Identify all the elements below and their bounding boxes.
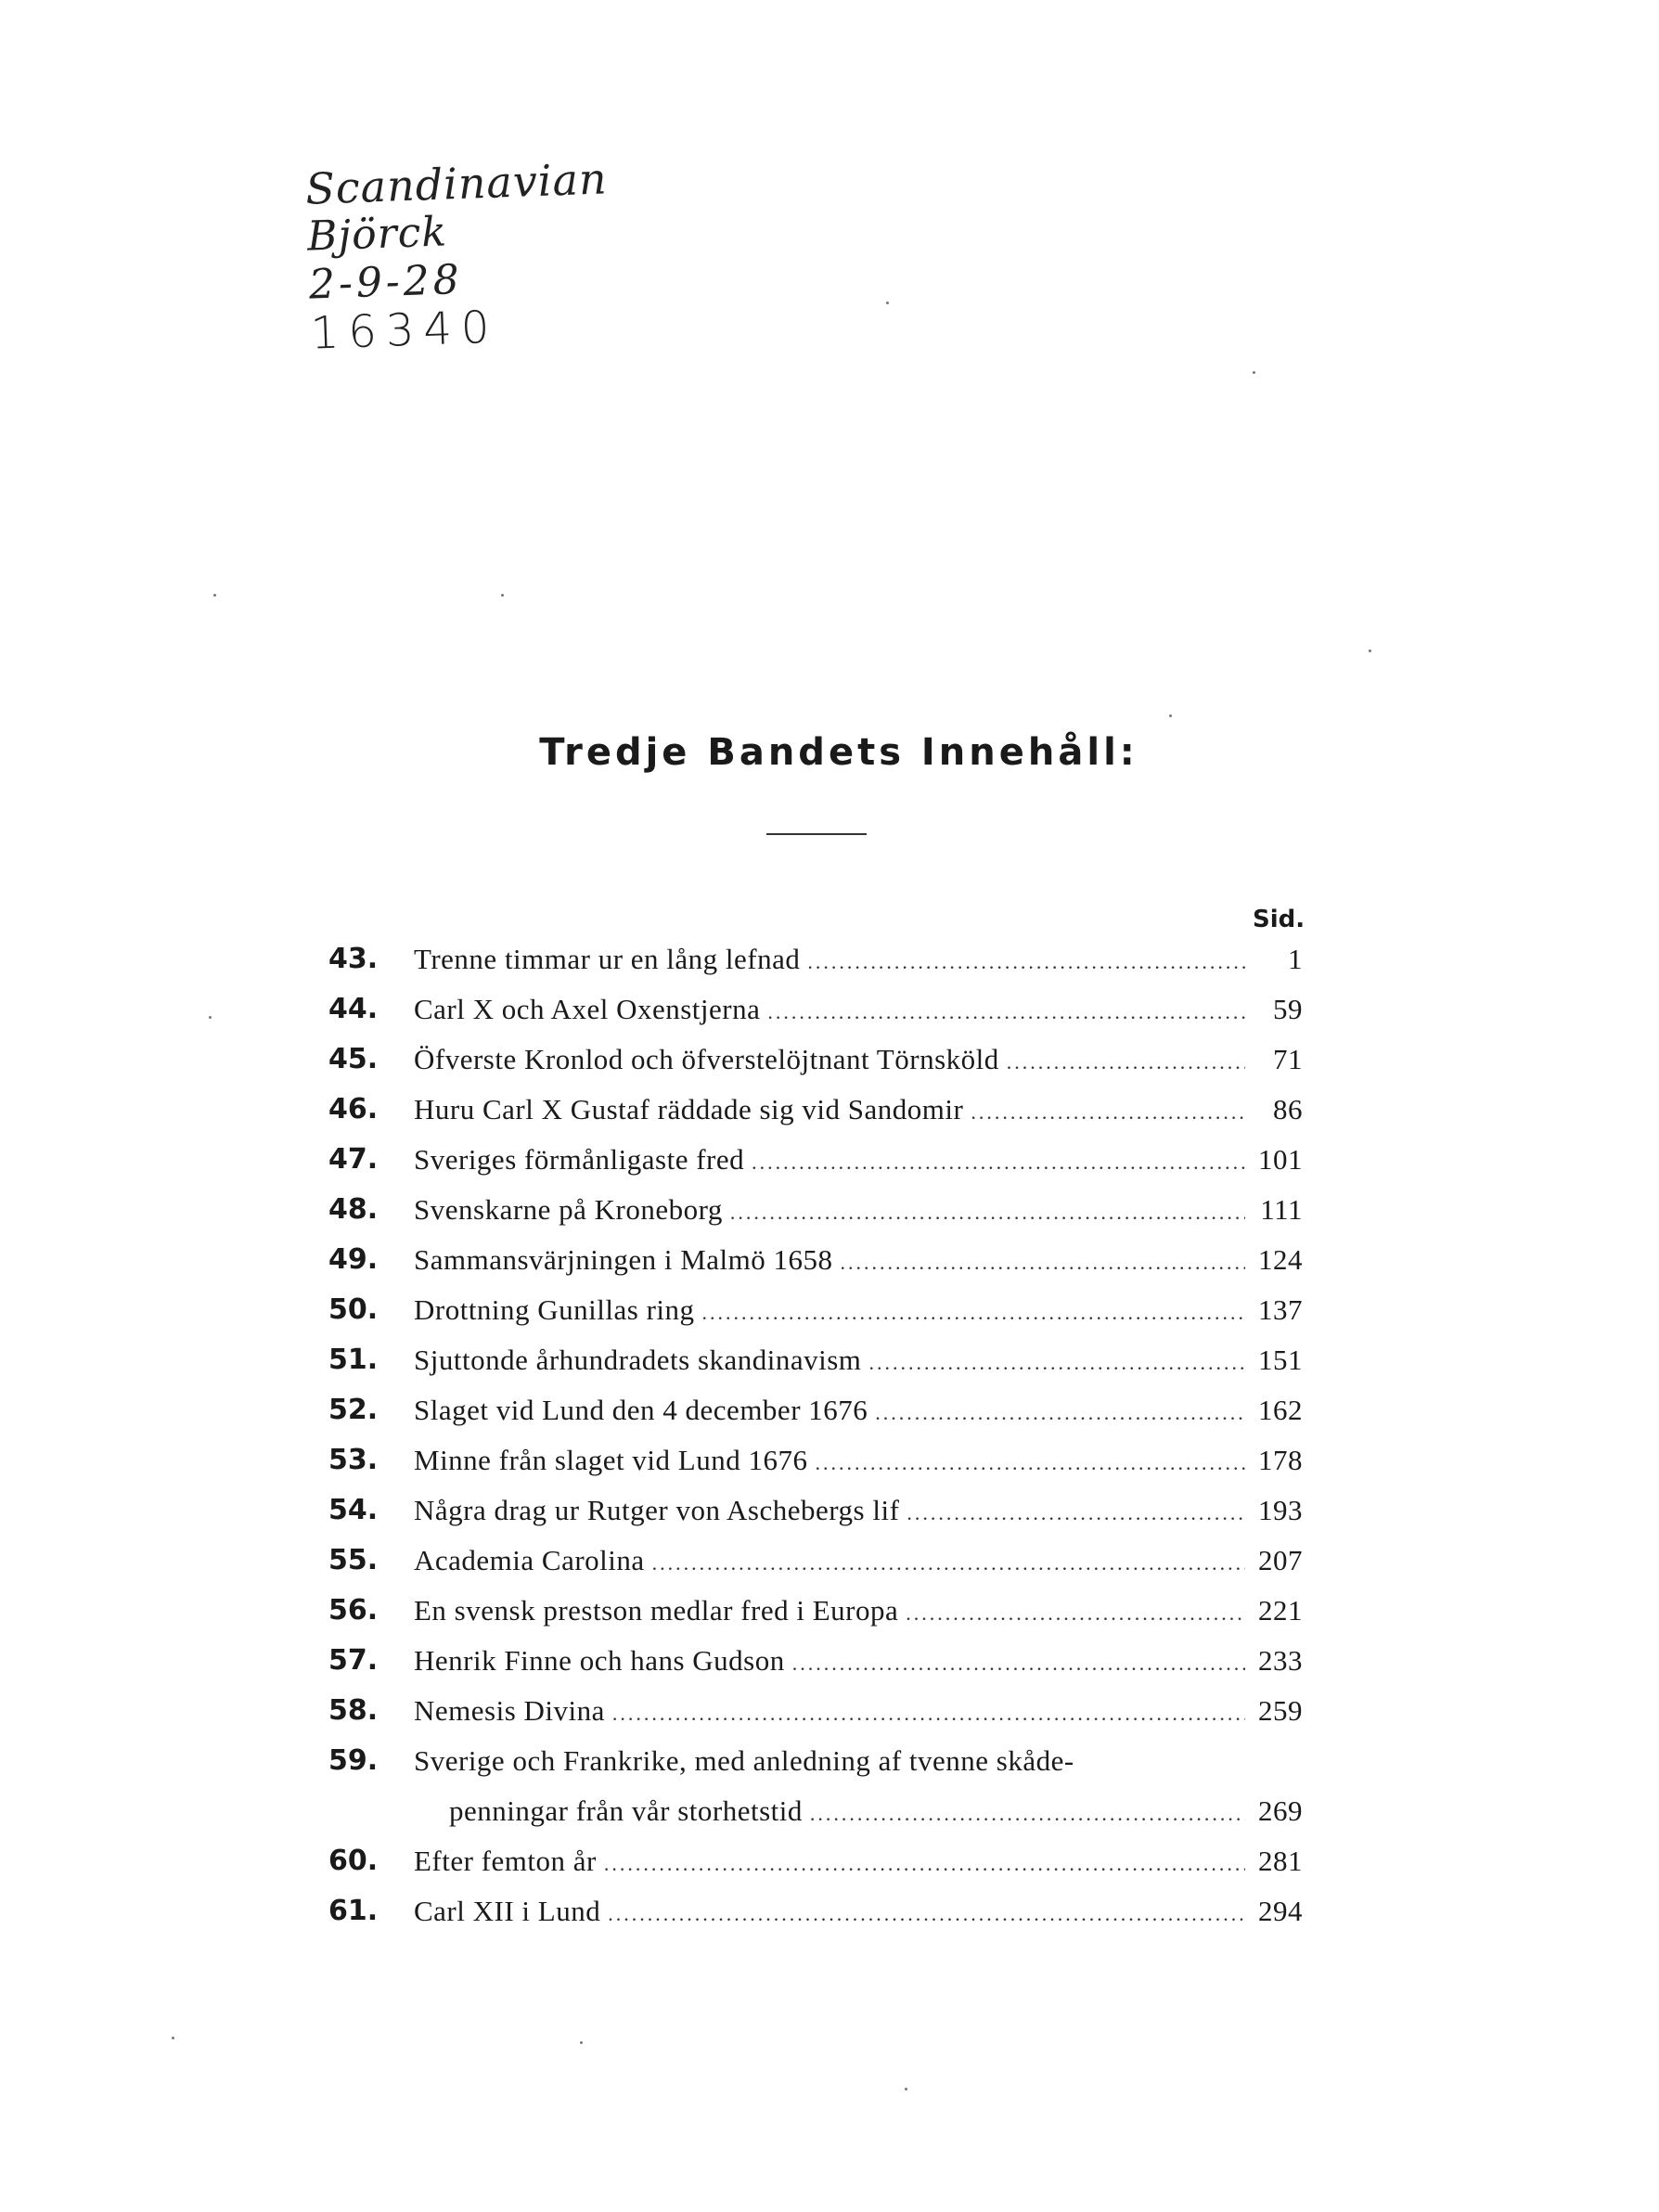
toc-entry-number: 48. — [328, 1193, 379, 1226]
page-title: Tredje Bandets Innehåll: — [539, 731, 1138, 774]
toc-entry — [328, 1087, 1303, 1138]
toc-dot-leader — [604, 1852, 1245, 1876]
toc-entry-page: 233 — [1258, 1644, 1303, 1677]
toc-entry-number: 49. — [328, 1243, 379, 1276]
scan-speck — [213, 594, 216, 597]
toc-entry-title: Öfverste Kronlod och öfverstelöjtnant Törnsköld — [414, 1043, 999, 1075]
toc-entry-page: 59 — [1273, 993, 1303, 1025]
stamp-line-accession: 16340 — [309, 301, 500, 360]
stamp-line-author: Björck — [306, 208, 448, 261]
toc-entry-page: 101 — [1258, 1143, 1303, 1176]
scan-speck — [580, 2041, 583, 2044]
toc-dot-leader — [807, 950, 1245, 974]
scan-speck — [905, 2088, 907, 2090]
toc-entry-number: 54. — [328, 1494, 379, 1526]
toc-entry-page: 207 — [1258, 1544, 1303, 1576]
toc-entry-title: Sjuttonde århundradets skandinavism — [414, 1344, 862, 1376]
toc-entry-title: En svensk prestson medlar fred i Europa — [414, 1594, 899, 1627]
toc-dot-leader — [906, 1601, 1245, 1626]
toc-dot-leader — [702, 1301, 1245, 1325]
toc-entry-page: 86 — [1273, 1093, 1303, 1125]
toc-entry-title: Svenskarne på Kroneborg — [414, 1193, 723, 1226]
toc-entry-page: 294 — [1258, 1895, 1303, 1927]
toc-entry-title: Sammansvärjningen i Malmö 1658 — [414, 1243, 833, 1276]
toc-entry-title: Efter femton år — [414, 1845, 597, 1877]
toc-entry — [328, 1238, 1303, 1288]
toc-dot-leader — [907, 1501, 1245, 1525]
toc-entry — [328, 1538, 1303, 1588]
toc-entry-title: Carl X och Axel Oxenstjerna — [414, 993, 761, 1025]
toc-entry-number: 46. — [328, 1093, 379, 1125]
toc-entry-number: 53. — [328, 1444, 379, 1476]
toc-entry-page: 111 — [1260, 1193, 1303, 1226]
scan-speck — [209, 1016, 212, 1019]
toc-entry — [328, 1288, 1303, 1338]
toc-entry-page: 1 — [1288, 943, 1303, 975]
toc-entry-title: Trenne timmar ur en lång lefnad — [414, 943, 801, 975]
toc-entry — [328, 1037, 1303, 1087]
scan-speck — [172, 2037, 174, 2039]
toc-entry — [328, 1739, 1303, 1789]
toc-dot-leader — [608, 1902, 1245, 1926]
toc-entry-page: 193 — [1258, 1494, 1303, 1526]
table-of-contents — [328, 937, 1303, 1939]
toc-entry-number: 57. — [328, 1644, 379, 1677]
toc-entry-title: Sverige och Frankrike, med anledning af tvenne skåde- — [414, 1744, 1074, 1777]
toc-dot-leader — [652, 1551, 1245, 1575]
toc-entry-page: 178 — [1258, 1444, 1303, 1476]
toc-entry-page: 259 — [1258, 1694, 1303, 1727]
stamp-line-date: 2-9-28 — [308, 255, 464, 309]
toc-entry-page: 269 — [1258, 1794, 1303, 1827]
toc-entry-number: 43. — [328, 943, 379, 975]
toc-entry-title: Academia Carolina — [414, 1544, 645, 1576]
toc-entry-title: Några drag ur Rutger von Aschebergs lif — [414, 1494, 900, 1526]
toc-entry-title: Sveriges förmånligaste fred — [414, 1143, 745, 1176]
toc-entry-continuation — [328, 1789, 1303, 1839]
toc-entry-number: 61. — [328, 1895, 379, 1927]
scan-speck — [886, 302, 889, 304]
toc-entry-number: 51. — [328, 1344, 379, 1376]
toc-entry-number: 60. — [328, 1845, 379, 1877]
toc-entry-number: 44. — [328, 993, 379, 1025]
toc-dot-leader — [767, 1000, 1245, 1024]
toc-entry-title: Carl XII i Lund — [414, 1895, 601, 1927]
toc-entry-title: Minne från slaget vid Lund 1676 — [414, 1444, 808, 1476]
toc-dot-leader — [815, 1451, 1245, 1475]
toc-entry — [328, 1388, 1303, 1438]
toc-entry — [328, 1438, 1303, 1488]
toc-entry-number: 55. — [328, 1544, 379, 1576]
toc-entry-number: 47. — [328, 1143, 379, 1176]
scan-speck — [1169, 714, 1172, 717]
toc-entry-number: 58. — [328, 1694, 379, 1727]
toc-entry — [328, 1188, 1303, 1238]
toc-dot-leader — [810, 1802, 1245, 1826]
toc-entry-page: 151 — [1258, 1344, 1303, 1376]
toc-dot-leader — [875, 1401, 1245, 1425]
toc-entry-page: 162 — [1258, 1394, 1303, 1426]
toc-dot-leader — [971, 1100, 1245, 1125]
toc-entry — [328, 1138, 1303, 1188]
toc-entry — [328, 1588, 1303, 1639]
toc-entry — [328, 937, 1303, 987]
toc-entry-title-continued: penningar från vår storhetstid — [449, 1794, 803, 1827]
toc-entry-number: 50. — [328, 1293, 379, 1326]
scan-speck — [1369, 649, 1371, 652]
library-stamp-handwriting — [304, 153, 612, 360]
toc-entry-title: Slaget vid Lund den 4 december 1676 — [414, 1394, 868, 1426]
toc-entry-title: Nemesis Divina — [414, 1694, 605, 1727]
toc-entry-page: 124 — [1258, 1243, 1303, 1276]
page-column-label: Sid. — [1253, 906, 1305, 933]
scan-speck — [1253, 371, 1255, 374]
toc-entry — [328, 1639, 1303, 1689]
toc-dot-leader — [612, 1702, 1245, 1726]
toc-entry-number: 56. — [328, 1594, 379, 1627]
toc-entry — [328, 987, 1303, 1037]
toc-dot-leader — [841, 1251, 1245, 1275]
toc-dot-leader — [752, 1151, 1245, 1175]
toc-dot-leader — [868, 1351, 1245, 1375]
toc-entry — [328, 1689, 1303, 1739]
stamp-line-collection: Scandinavian — [304, 153, 609, 214]
toc-entry-number: 59. — [328, 1744, 379, 1777]
toc-dot-leader — [1007, 1050, 1245, 1074]
toc-entry-title: Drottning Gunillas ring — [414, 1293, 695, 1326]
toc-entry-page: 71 — [1273, 1043, 1303, 1075]
toc-entry — [328, 1338, 1303, 1388]
toc-entry — [328, 1839, 1303, 1889]
toc-entry-number: 45. — [328, 1043, 379, 1075]
toc-entry — [328, 1488, 1303, 1538]
toc-dot-leader — [792, 1652, 1245, 1676]
toc-entry-page: 221 — [1258, 1594, 1303, 1627]
scan-speck — [501, 594, 504, 597]
toc-entry-title: Henrik Finne och hans Gudson — [414, 1644, 785, 1677]
toc-entry-page: 137 — [1258, 1293, 1303, 1326]
toc-entry-page: 281 — [1258, 1845, 1303, 1877]
toc-entry-number: 52. — [328, 1394, 379, 1426]
toc-dot-leader — [730, 1201, 1245, 1225]
toc-entry — [328, 1889, 1303, 1939]
toc-entry-title: Huru Carl X Gustaf räddade sig vid Sandomir — [414, 1093, 964, 1125]
title-divider — [766, 833, 867, 835]
